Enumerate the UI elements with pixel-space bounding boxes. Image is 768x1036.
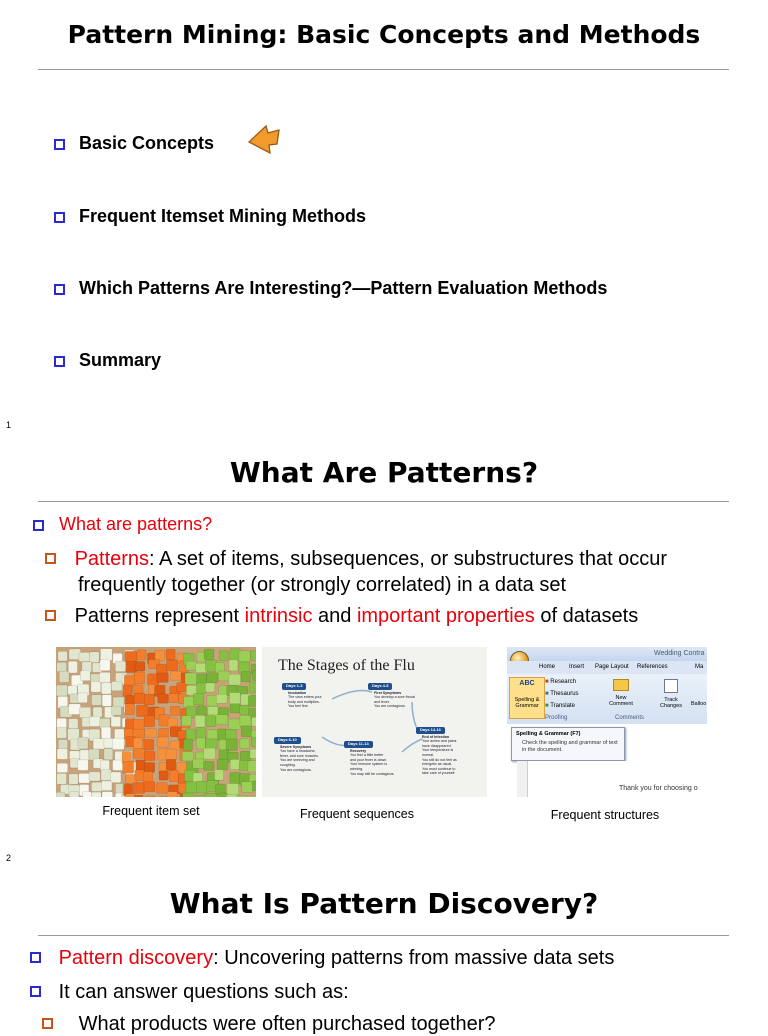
vegetable-cube <box>125 695 135 704</box>
flu-stage-card <box>274 737 319 772</box>
bullet-text: Which Patterns Are Interesting?—Pattern Evaluation Methods <box>79 278 608 298</box>
flu-stage-name: Severe Symptoms <box>280 744 312 749</box>
spelling-button[interactable] <box>509 677 545 719</box>
bullet-questions <box>30 981 349 1004</box>
document-text: Thank you for choosing o <box>619 785 698 792</box>
vegetable-cube <box>157 673 168 682</box>
flu-stage-line: You are contagious. <box>280 767 312 772</box>
vegetable-cube <box>144 739 154 750</box>
vegetable-cube <box>204 649 214 660</box>
vegetable-cube <box>134 795 143 797</box>
vegetable-cube <box>226 795 238 797</box>
vegetable-cube <box>250 749 256 758</box>
vegetable-cube <box>79 652 90 661</box>
vegetable-cube <box>156 783 167 794</box>
flu-stage-name: First Symptoms <box>374 690 402 695</box>
flu-stage-line: have disappeared. <box>422 743 452 748</box>
vegetable-cube <box>157 737 168 748</box>
vegetable-cube <box>82 792 91 797</box>
vegetable-cube <box>240 706 250 715</box>
vegetable-cube <box>170 671 181 680</box>
vegetable-cube <box>91 782 102 791</box>
vegetable-cube <box>112 738 124 749</box>
vegetable-cube <box>69 774 78 784</box>
slide-1-title: Pattern Mining: Basic Concepts and Methods <box>67 20 701 49</box>
bullet-interesting-patterns <box>54 278 607 299</box>
vegetable-cube <box>252 671 256 681</box>
vegetable-cube <box>57 727 67 738</box>
flu-stage-line: You have a headache, <box>280 749 316 754</box>
vegetable-cube <box>70 792 79 797</box>
title-divider <box>38 935 729 936</box>
vegetable-cube <box>137 705 148 717</box>
flu-stage-line: You are contagious. <box>374 704 406 709</box>
text-part: of datasets <box>534 605 639 627</box>
bullet-box-icon <box>54 212 65 223</box>
vegetable-cube <box>252 781 256 791</box>
thesaurus-label: Thesaurus <box>550 691 579 697</box>
vegetable-cube <box>196 738 205 749</box>
vegetable-cube <box>194 693 204 704</box>
slide-2-title: What Are Patterns? <box>229 456 539 489</box>
arrow-pointer-icon <box>246 124 282 156</box>
research-label: Research <box>550 679 576 685</box>
vegetable-cube <box>145 762 155 772</box>
vegetable-cube <box>100 760 109 770</box>
flu-stage-line: The virus enters your <box>288 695 322 700</box>
vegetable-cube <box>240 715 251 726</box>
tab-page-layout[interactable]: Page Layout <box>595 664 629 670</box>
sub-bullet-properties <box>45 605 638 628</box>
vegetable-cube <box>226 739 237 751</box>
track-changes-button[interactable] <box>657 679 685 709</box>
vegetable-cube <box>133 685 143 694</box>
new-comment-button[interactable] <box>607 679 635 707</box>
vegetable-cube <box>204 762 215 771</box>
bullet-box-icon <box>45 553 56 564</box>
vegetable-cube <box>196 683 206 693</box>
vegetable-cube <box>90 717 101 727</box>
vegetable-cube <box>218 729 227 740</box>
vegetable-cube <box>102 792 113 797</box>
vegetable-cube <box>230 704 240 713</box>
tooltip <box>511 727 625 761</box>
vegetable-cube <box>92 695 102 706</box>
bullet-frequent-itemset <box>54 206 366 227</box>
vegetable-cube <box>227 783 239 794</box>
vegetable-cube <box>101 770 111 781</box>
vegetable-cube <box>57 773 67 784</box>
translate-item[interactable] <box>545 703 575 709</box>
bullet-box-icon <box>30 986 41 997</box>
vegetable-cube <box>69 704 81 715</box>
sub-bullet-products <box>42 1013 495 1036</box>
flu-stage-line: winning. <box>350 766 364 771</box>
flu-stage-line: coughing. <box>280 762 296 767</box>
tab-home[interactable]: Home <box>539 664 556 670</box>
flu-stage-days: Days 14-16 <box>416 727 445 734</box>
window-title: Wedding Contra <box>654 650 705 657</box>
comment-icon <box>613 679 629 691</box>
vegetable-cube <box>248 696 256 707</box>
vegetables-illustration <box>56 647 256 797</box>
vegetable-cube <box>112 706 122 715</box>
flu-title: The Stages of the Flu <box>278 657 415 674</box>
vegetable-cube <box>217 759 228 770</box>
vegetable-cube <box>90 652 99 663</box>
title-divider <box>38 69 729 70</box>
vegetable-cube <box>134 693 145 704</box>
vegetable-cube <box>57 749 68 760</box>
vegetable-cube <box>206 673 217 683</box>
definition-text: : A set of items, subsequences, or substructures that occur <box>149 548 668 570</box>
vegetable-cube <box>182 716 192 726</box>
bullet-pattern-discovery <box>30 947 614 970</box>
comments-group-label: Comments <box>615 715 645 721</box>
vegetable-cube <box>241 671 250 681</box>
vegetable-cube <box>68 719 78 729</box>
vegetable-cube <box>133 782 145 793</box>
vegetable-cube <box>229 660 238 671</box>
vegetable-cube <box>167 792 177 797</box>
bullet-box-icon <box>33 520 44 531</box>
flu-stage-line: Your aches and pains <box>422 739 457 744</box>
page-number: 1 <box>6 420 12 430</box>
vegetable-cube <box>197 706 207 715</box>
caption-sequences: Frequent sequences <box>300 807 414 821</box>
flu-stage-days: Days 1-3 <box>282 683 306 690</box>
vegetable-cube <box>183 739 192 750</box>
vegetable-cube <box>133 719 144 730</box>
balloons-label: Balloo <box>691 701 707 707</box>
vegetable-cube <box>68 729 80 741</box>
vegetable-cube <box>158 694 168 703</box>
title-divider <box>38 501 729 502</box>
vegetable-cube <box>144 716 155 727</box>
tooltip-body: Check the spelling and grammar of text in the document. <box>522 740 618 753</box>
translate-icon: ■ <box>545 703 549 709</box>
vegetable-cube <box>145 729 157 738</box>
vegetable-cube <box>137 650 146 660</box>
vegetable-cube <box>229 693 240 705</box>
vegetable-cube <box>78 693 88 703</box>
vegetable-cube <box>144 781 155 791</box>
ribbon-tabs <box>507 661 707 674</box>
vegetable-cube <box>115 661 125 671</box>
flu-stage-line: You are sneezing and <box>280 758 315 763</box>
vegetable-cube <box>207 730 219 740</box>
vegetable-cube <box>101 727 110 739</box>
vegetable-cube <box>93 739 105 749</box>
flu-stage-line: You feel fine. <box>288 704 309 709</box>
vegetable-cube <box>218 671 230 681</box>
bullet-text: Basic Concepts <box>79 133 215 153</box>
flu-stage-line: energetic as usual. <box>422 762 453 767</box>
vegetable-cube <box>133 738 142 749</box>
vegetables-image <box>56 647 256 797</box>
flu-stage-card <box>282 683 322 709</box>
tooltip-title: Spelling & Grammar (F7) <box>516 731 581 737</box>
flu-stage-days: Days 6-10 <box>274 737 301 744</box>
vegetable-cube <box>125 651 137 662</box>
vegetable-cube <box>228 719 240 730</box>
term-intrinsic: intrinsic <box>244 605 313 627</box>
definition-text: : Uncovering patterns from massive data sets <box>213 947 615 969</box>
flu-stage-line: Your temperature is <box>422 748 454 753</box>
flu-stage-days: Days 11-13 <box>344 741 373 748</box>
vegetable-cube <box>135 770 144 781</box>
vegetable-cube <box>251 795 256 797</box>
flu-stage-line: You must continue to <box>422 766 456 771</box>
flu-stage-line: fever, and sore muscles. <box>280 753 319 758</box>
vegetable-cube <box>111 772 121 783</box>
definition-text-continued: frequently together (or strongly correlated) in a data set <box>78 574 567 596</box>
flu-stage-line: body and multiplies. <box>288 699 320 704</box>
tab-mailings[interactable]: Ma <box>695 664 704 670</box>
vegetable-cube <box>135 661 145 671</box>
vegetable-cube <box>250 651 256 661</box>
vegetable-cube <box>80 671 90 681</box>
vegetable-cube <box>57 662 67 671</box>
track-changes-icon <box>664 679 678 693</box>
vegetable-cube <box>170 706 180 715</box>
vegetable-cube <box>111 717 121 727</box>
vegetable-cube <box>56 685 67 696</box>
text-part: Patterns represent <box>74 605 245 627</box>
vegetable-cube <box>166 749 177 760</box>
vegetable-cube <box>205 683 214 692</box>
vegetable-cube <box>123 761 134 773</box>
vegetable-cube <box>206 715 216 727</box>
proofing-group-label: Proofing <box>545 715 568 721</box>
vegetable-cube <box>68 661 77 673</box>
vegetable-cube <box>89 749 99 760</box>
flu-stage-line: You feel a little better <box>350 753 384 758</box>
flu-stages-image <box>262 647 487 797</box>
vegetable-cube <box>133 749 145 759</box>
sub-bullet-patterns <box>45 546 667 598</box>
vegetable-cube <box>68 686 78 695</box>
caption-structures: Frequent structures <box>550 808 660 822</box>
vegetable-cube <box>215 770 224 780</box>
vegetable-cube <box>186 729 196 740</box>
vegetable-cube <box>101 781 112 791</box>
tab-insert[interactable]: Insert <box>569 664 585 670</box>
caption-item-set: Frequent item set <box>102 804 200 818</box>
bullet-box-icon <box>54 284 65 295</box>
vegetable-cube <box>193 759 204 768</box>
flu-stage-line: You still do not feel as <box>422 757 457 762</box>
vegetable-cube <box>166 649 175 659</box>
vegetable-cube <box>240 739 249 749</box>
vegetable-cube <box>78 737 88 749</box>
vegetable-cube <box>89 772 100 781</box>
vegetable-cube <box>100 649 112 661</box>
term-important-properties: important properties <box>356 605 535 627</box>
vegetable-cube <box>205 793 217 797</box>
vegetable-cube <box>185 673 197 684</box>
bullet-text: Summary <box>79 350 162 370</box>
vegetable-cube <box>216 715 228 725</box>
vegetable-cube <box>80 750 89 761</box>
thesaurus-icon: ■ <box>545 691 549 697</box>
vegetable-cube <box>100 672 111 682</box>
vegetable-cube <box>79 707 90 718</box>
bullet-text: It can answer questions such as: <box>58 981 349 1003</box>
vegetable-cube <box>57 763 68 772</box>
text-part: and <box>312 605 357 627</box>
page-number: 2 <box>6 853 12 863</box>
abc-icon: ABC <box>519 680 535 687</box>
vegetable-cube <box>59 671 69 682</box>
term-pattern-discovery: Pattern discovery <box>58 947 214 969</box>
vegetable-cube <box>78 760 88 771</box>
flu-stage-card <box>368 683 415 709</box>
vegetable-cube <box>166 759 176 770</box>
flu-stage-card <box>344 741 394 776</box>
flu-stage-line: take care of yourself. <box>422 771 456 776</box>
word-ribbon-image <box>507 647 707 797</box>
bullet-text: Frequent Itemset Mining Methods <box>79 206 367 226</box>
vegetable-cube <box>91 682 101 692</box>
vegetable-cube <box>251 737 256 747</box>
flu-stage-name: Recovery <box>350 748 367 753</box>
vegetable-cube <box>169 694 179 703</box>
vegetable-cube <box>237 795 248 797</box>
vegetable-cube <box>186 782 198 793</box>
vegetable-cube <box>92 792 102 797</box>
thesaurus-item[interactable] <box>545 691 579 697</box>
vegetable-cube <box>159 771 168 780</box>
vegetable-cube <box>144 751 155 760</box>
vegetable-cube <box>229 674 241 685</box>
vegetable-cube <box>186 661 197 670</box>
vegetable-cube <box>123 685 132 696</box>
bullet-box-icon <box>42 1018 53 1029</box>
vegetable-cube <box>183 793 194 797</box>
vegetable-cube <box>195 715 205 727</box>
flu-stage-days: Days 4-5 <box>368 683 392 690</box>
vegetable-cube <box>204 748 216 759</box>
vegetable-cube <box>241 726 251 737</box>
new-comment-label: New Comment <box>609 695 633 707</box>
bullet-basic-concepts <box>54 133 214 154</box>
vegetable-cube <box>252 717 256 726</box>
vegetable-cube <box>219 651 228 661</box>
vegetable-cube <box>230 772 241 783</box>
bullet-box-icon <box>54 139 65 150</box>
flu-stage-name: Incubation <box>288 690 307 695</box>
vegetable-cube <box>167 660 178 671</box>
vegetable-cube <box>248 761 256 772</box>
vegetable-cube <box>102 695 111 707</box>
bullet-text: What are patterns? <box>59 514 213 534</box>
vegetable-cube <box>56 792 65 797</box>
vegetable-cube <box>239 651 250 662</box>
vegetable-cube <box>111 682 122 691</box>
vegetable-cube <box>134 672 145 684</box>
vegetable-cube <box>249 682 256 693</box>
flu-stage-line: and fever. <box>374 699 390 704</box>
vegetable-cube <box>216 694 227 703</box>
vegetable-cube <box>79 773 90 783</box>
flu-stage-line: and your fever is down. <box>350 757 388 762</box>
translate-label: Translate <box>550 703 575 709</box>
vegetable-cube <box>125 704 134 715</box>
vegetable-cube <box>100 660 110 671</box>
vegetable-cube <box>184 696 195 707</box>
bullet-box-icon <box>30 952 41 963</box>
bullet-summary <box>54 350 161 371</box>
bullet-box-icon <box>54 356 65 367</box>
vegetable-cube <box>144 694 154 705</box>
slide-3-title: What Is Pattern Discovery? <box>169 887 599 920</box>
flu-stage-line: You develop a sore throat <box>374 695 415 700</box>
flu-stage-line: Your immune system is <box>350 762 388 767</box>
vegetable-cube <box>169 770 178 782</box>
vegetable-cube <box>58 739 67 749</box>
flu-stage-line: You may still be contagious. <box>350 771 395 776</box>
vegetable-cube <box>58 651 67 661</box>
flu-stage-name: End of Infection <box>422 734 450 739</box>
vegetable-cube <box>218 793 227 797</box>
spelling-label: Spelling & Grammar <box>514 697 540 709</box>
term-patterns: Patterns <box>74 548 150 570</box>
vegetable-cube <box>241 782 253 793</box>
flu-stage-line: normal. <box>422 752 434 757</box>
flu-stage-card <box>416 727 457 776</box>
track-changes-label: Track Changes <box>659 697 683 709</box>
vegetable-cube <box>104 748 113 760</box>
vegetable-cube <box>144 796 155 797</box>
bullet-box-icon <box>45 610 56 621</box>
research-item[interactable] <box>545 679 576 685</box>
tab-references[interactable]: References <box>637 664 668 670</box>
vegetable-cube <box>93 707 102 717</box>
bullet-what-are-patterns <box>33 514 212 535</box>
vegetable-cube <box>206 739 218 749</box>
vegetable-cube <box>182 752 194 761</box>
bullet-text: What products were often purchased together? <box>78 1013 496 1035</box>
research-icon: ■ <box>545 679 549 685</box>
vegetable-cube <box>101 683 111 694</box>
